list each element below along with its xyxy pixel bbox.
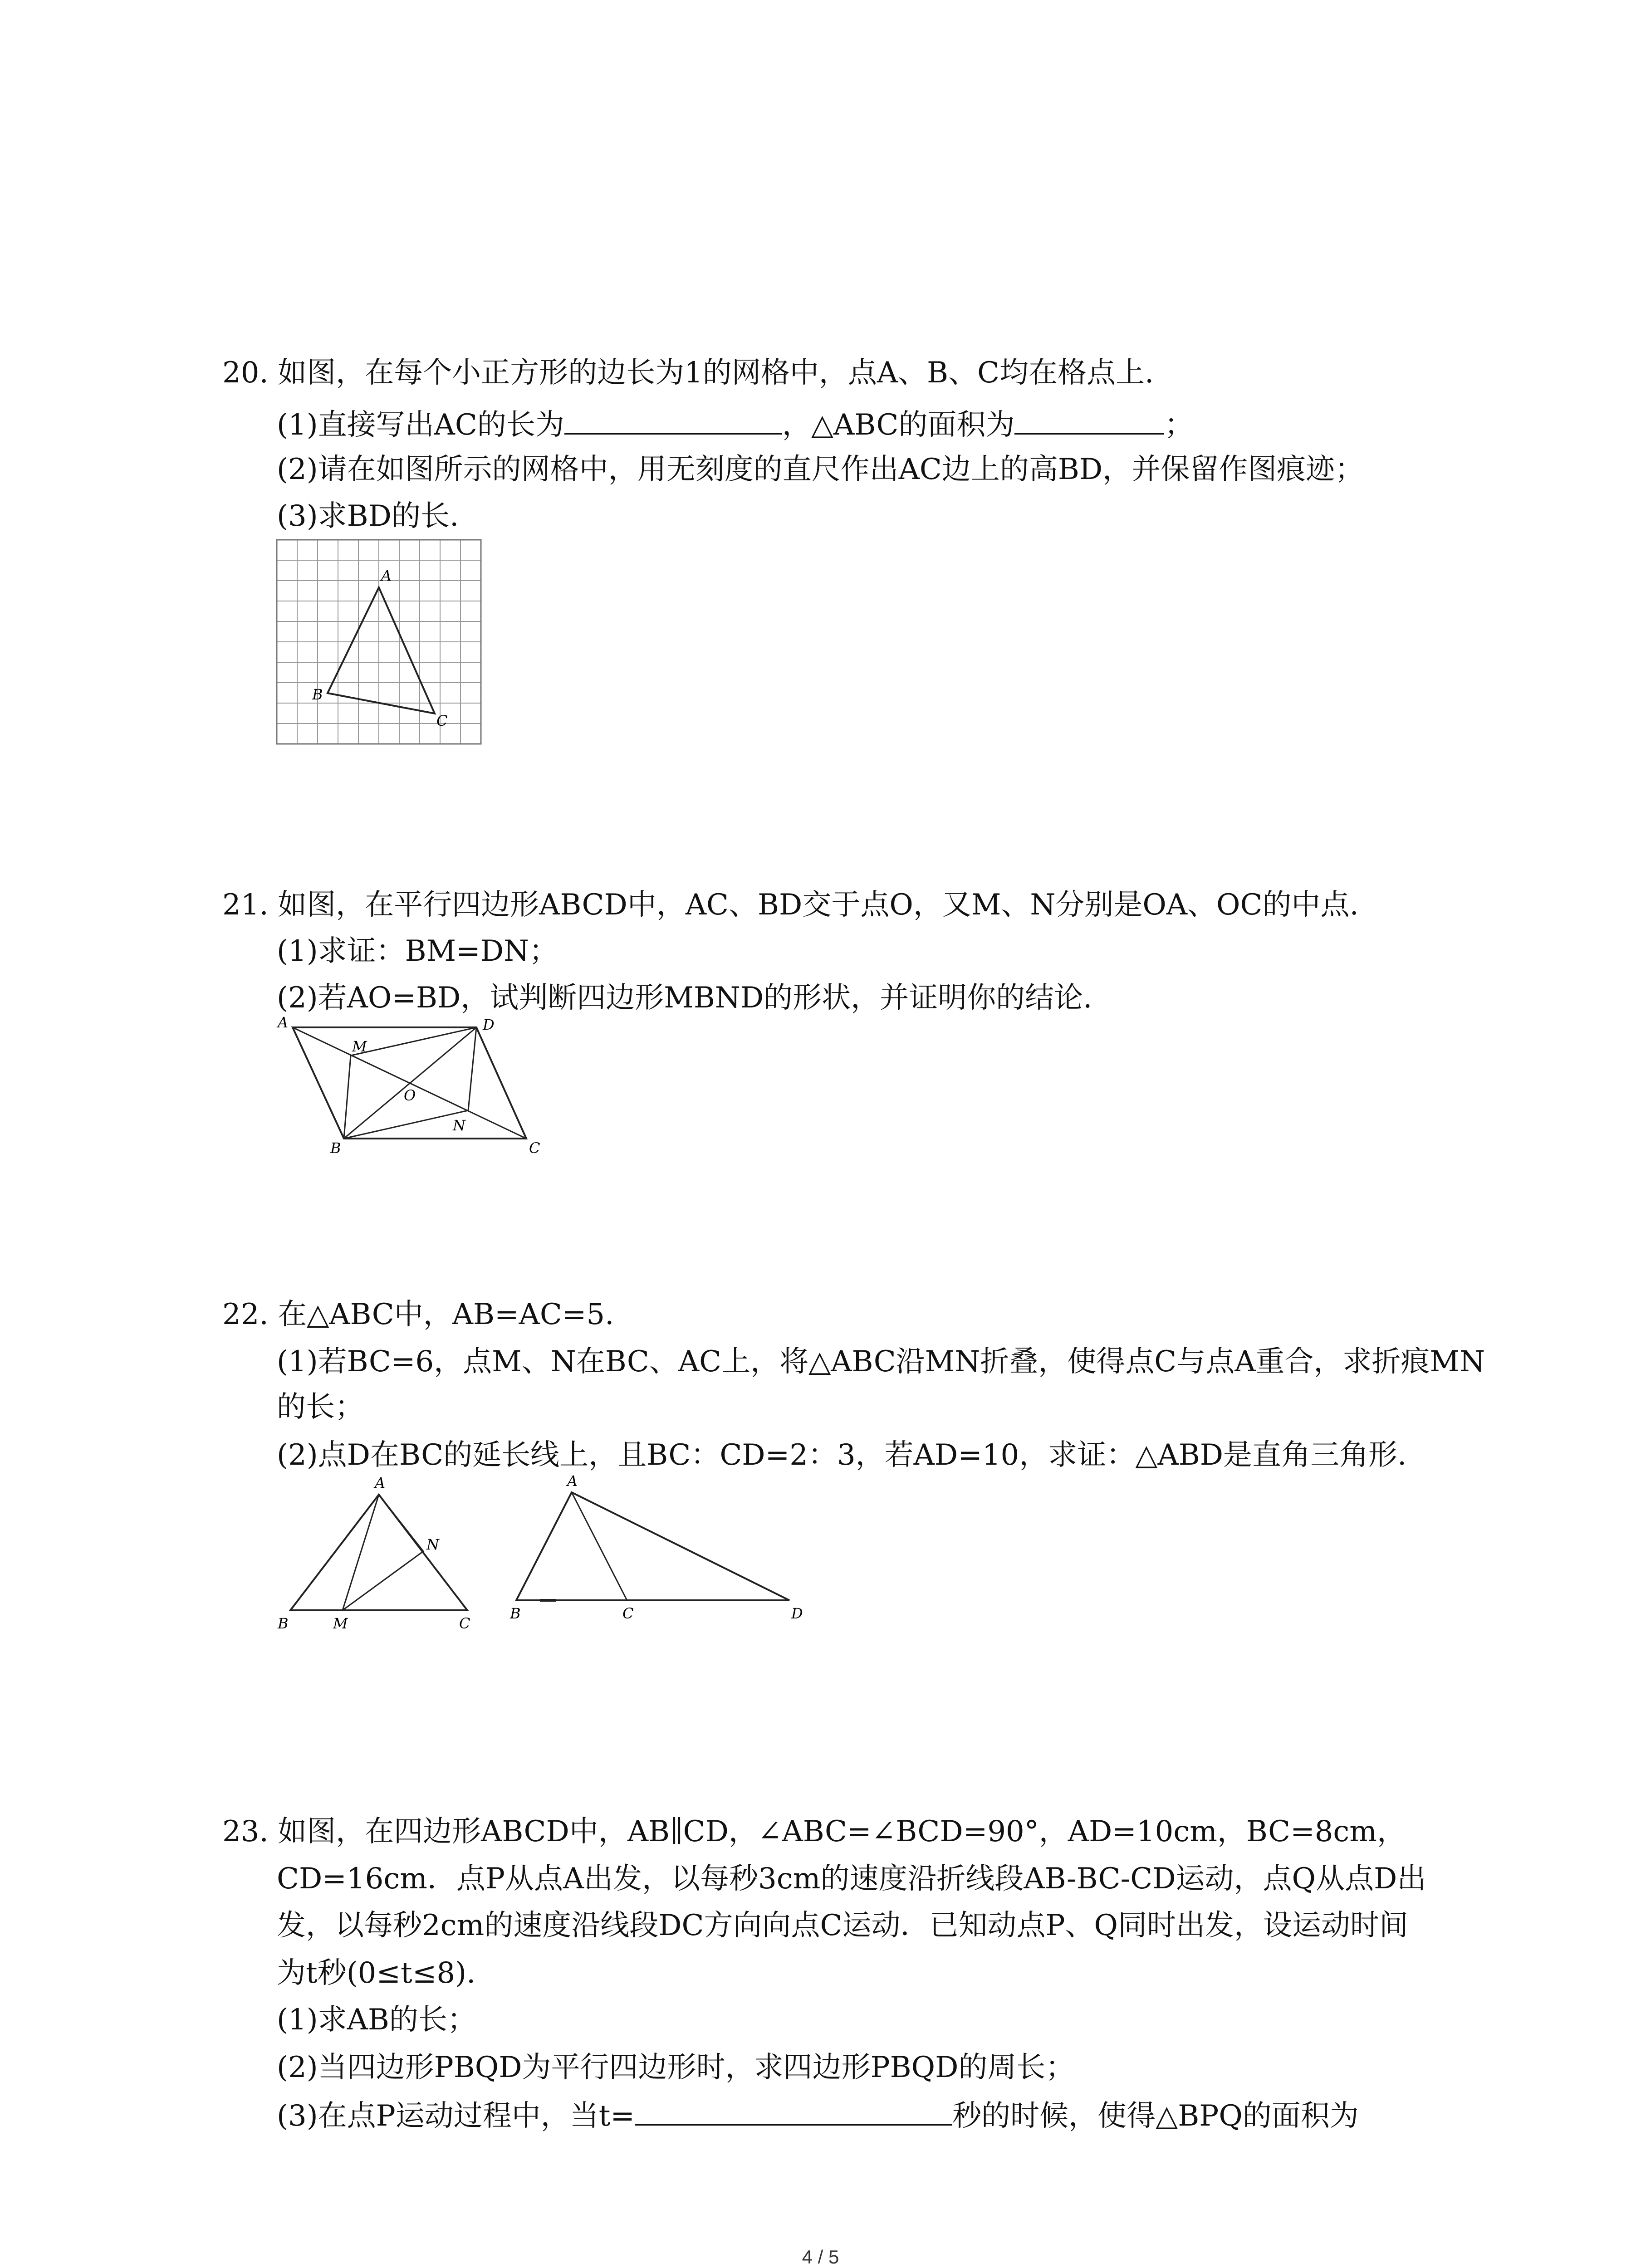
q23-time-answer-blank[interactable] (635, 2096, 952, 2126)
q20-ac-answer-blank[interactable] (564, 405, 782, 435)
q20-part3: (3)求BD的长. (277, 499, 459, 533)
q22-fig1-label-m: M (333, 1615, 348, 1632)
q23-line2: CD=16cm．点P从点A出发，以每秒3cm的速度沿折线段AB-BC-CD运动，点Q从点D出 (277, 1862, 1426, 1896)
q20-stem: 20. 如图，在每个小正方形的边长为1的网格中，点A、B、C均在格点上. (222, 356, 1154, 390)
q20-grid-lines (277, 540, 481, 744)
q22-fig1-label-n: N (426, 1536, 439, 1553)
q21-parallelogram-figure (272, 1012, 554, 1161)
q21-label-d: D (483, 1016, 495, 1033)
page-number: 4 / 5 (802, 2246, 839, 2268)
q20-part1-text-a: (1)直接写出AC的长为 (277, 408, 564, 442)
q23-part1: (1)求AB的长； (277, 2003, 476, 2037)
q22-fig1-label-a: A (375, 1474, 386, 1491)
q20-label-a: A (381, 567, 392, 584)
q23-part3 (277, 2096, 1359, 2134)
q22-fig2-segment-ac (572, 1492, 627, 1600)
q20-part1-text-c: ； (1164, 408, 1194, 442)
q22-fig2-label-b: B (510, 1605, 521, 1622)
q22-part1-line2: 的长； (277, 1390, 364, 1424)
q22-fig2-label-a: A (567, 1472, 578, 1490)
q22-fig1-label-c: C (459, 1615, 470, 1632)
q21-part2: (2)若AO=BD，试判断四边形MBND的形状，并证明你的结论. (277, 981, 1092, 1015)
q20-label-b: B (312, 686, 323, 703)
q21-label-m: M (352, 1038, 367, 1055)
q20-triangle-abc (328, 587, 435, 714)
q20-part2: (2)请在如图所示的网格中，用无刻度的直尺作出AC边上的高BD，并保留作图痕迹； (277, 453, 1364, 486)
q23-part3-text-a: (3)在点P运动过程中，当t= (277, 2099, 635, 2133)
q22-stem: 22. 在△ABC中，AB=AC=5. (222, 1298, 614, 1331)
q20-part1 (277, 405, 1193, 443)
q21-label-a: A (278, 1014, 289, 1031)
q23-part3-text-b: 秒的时候，使得△BPQ的面积为 (952, 2099, 1359, 2133)
q22-right-triangle-figure (504, 1474, 821, 1647)
q20-grid-figure (272, 535, 490, 748)
q23-line1: 23. 如图，在四边形ABCD中，AB∥CD，∠ABC=∠BCD=90°，AD=10cm，BC=8cm， (222, 1815, 1406, 1848)
q22-fig2-label-c: C (622, 1605, 634, 1622)
q22-fold-figure (272, 1474, 490, 1647)
q22-part2: (2)点D在BC的延长线上，且BC：CD=2：3，若AD=10，求证：△ABD是直角三角形. (277, 1438, 1407, 1472)
q21-label-c: C (529, 1139, 540, 1157)
q23-part2: (2)当四边形PBQD为平行四边形时，求四边形PBQD的周长； (277, 2051, 1075, 2084)
q22-fig1-label-b: B (278, 1615, 289, 1632)
q21-label-o: O (404, 1087, 416, 1104)
q22-fig2-label-d: D (791, 1605, 803, 1622)
q22-fig1-segment-am (343, 1495, 379, 1610)
q22-fig1-triangle-abc (290, 1495, 467, 1610)
q21-stem: 21. 如图，在平行四边形ABCD中，AC、BD交于点O，又M、N分别是OA、OC的中点. (222, 888, 1359, 922)
q20-label-c: C (436, 712, 448, 729)
q22-part1-line1: (1)若BC=6，点M、N在BC、AC上，将△ABC沿MN折叠，使得点C与点A重合，求折痕MN (277, 1345, 1485, 1378)
q23-line4: 为t秒(0≤t≤8). (277, 1956, 476, 1990)
q21-part1: (1)求证：BM=DN； (277, 934, 558, 968)
q21-label-b: B (330, 1139, 341, 1157)
q22-fig2-triangle-abd (516, 1492, 789, 1600)
q21-label-n: N (453, 1117, 465, 1134)
q22-fig1-fold-mn (343, 1495, 423, 1610)
q20-part1-text-b: ，△ABC的面积为 (782, 408, 1015, 442)
q23-line3: 发，以每秒2cm的速度沿线段DC方向向点C运动．已知动点P、Q同时出发，设运动时间 (277, 1909, 1409, 1942)
q20-area-answer-blank[interactable] (1014, 405, 1164, 435)
